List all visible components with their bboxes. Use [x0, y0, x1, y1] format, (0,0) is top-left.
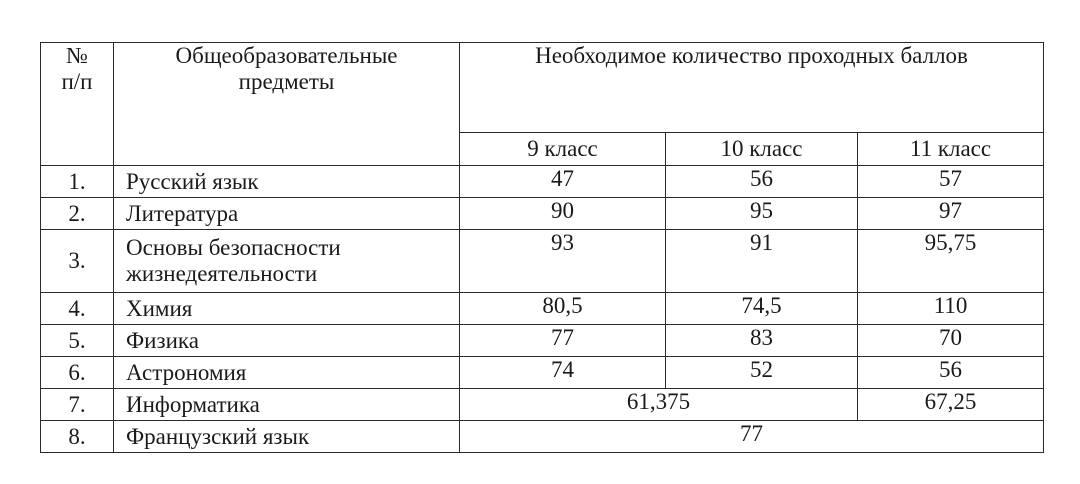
subject-name: [114, 230, 460, 293]
score-grade-11: 97: [858, 198, 1044, 230]
header-number-cell: [41, 43, 114, 166]
table-row: [41, 325, 1044, 357]
subject-name: Русский язык: [114, 166, 460, 198]
score-grade-10: 95: [666, 198, 858, 230]
grade-11-header: 11 класс: [858, 133, 1044, 166]
subject-name: Литература: [114, 198, 460, 230]
table-row: [41, 357, 1044, 389]
header-number-abbr: п/п: [61, 69, 93, 94]
header-subject-line2: предметы: [238, 69, 335, 94]
header-number-symbol: №: [66, 43, 88, 68]
table-row: [41, 198, 1044, 230]
row-number: 8.: [41, 421, 114, 453]
passing-scores-table: [40, 42, 1044, 453]
score-grade-9: 90: [460, 198, 666, 230]
score-grade-10: 83: [666, 325, 858, 357]
header-scores-title: Необходимое количество проходных баллов: [460, 43, 1044, 133]
row-number: 3.: [41, 230, 114, 293]
grade-9-header: 9 класс: [460, 133, 666, 166]
score-grade-10: 56: [666, 166, 858, 198]
row-number: 7.: [41, 389, 114, 421]
score-grade-9: 47: [460, 166, 666, 198]
score-grade-11: 57: [858, 166, 1044, 198]
score-grade-10: 52: [666, 357, 858, 389]
subject-name: Химия: [114, 293, 460, 325]
row-number: 1.: [41, 166, 114, 198]
score-grade-10: 74,5: [666, 293, 858, 325]
grade-10-header: 10 класс: [666, 133, 858, 166]
score-grade-9: 93: [460, 230, 666, 293]
table-row: [41, 166, 1044, 198]
row-number: 2.: [41, 198, 114, 230]
table-row: [41, 230, 1044, 293]
header-row: [41, 43, 1044, 133]
table-row: [41, 421, 1044, 453]
score-grade-9: 80,5: [460, 293, 666, 325]
score-grade-11: 95,75: [858, 230, 1044, 293]
score-grades-9-10: 61,375: [460, 389, 858, 421]
header-subject-line1: Общеобразовательные: [175, 43, 398, 68]
row-number: 5.: [41, 325, 114, 357]
table-row: [41, 293, 1044, 325]
score-grade-11: 110: [858, 293, 1044, 325]
score-all-grades: 77: [460, 421, 1044, 453]
header-subject-cell: [114, 43, 460, 166]
score-grade-11: 70: [858, 325, 1044, 357]
subject-name: Астрономия: [114, 357, 460, 389]
subject-name-line2: жизнедеятельности: [126, 261, 318, 286]
subject-name: Французский язык: [114, 421, 460, 453]
row-number: 4.: [41, 293, 114, 325]
table-row: [41, 389, 1044, 421]
score-grade-9: 74: [460, 357, 666, 389]
row-number: 6.: [41, 357, 114, 389]
subject-name: Физика: [114, 325, 460, 357]
score-grade-11: 67,25: [858, 389, 1044, 421]
subject-name-line1: Основы безопасности: [126, 235, 341, 260]
score-grade-11: 56: [858, 357, 1044, 389]
subject-name: Информатика: [114, 389, 460, 421]
score-grade-9: 77: [460, 325, 666, 357]
score-grade-10: 91: [666, 230, 858, 293]
